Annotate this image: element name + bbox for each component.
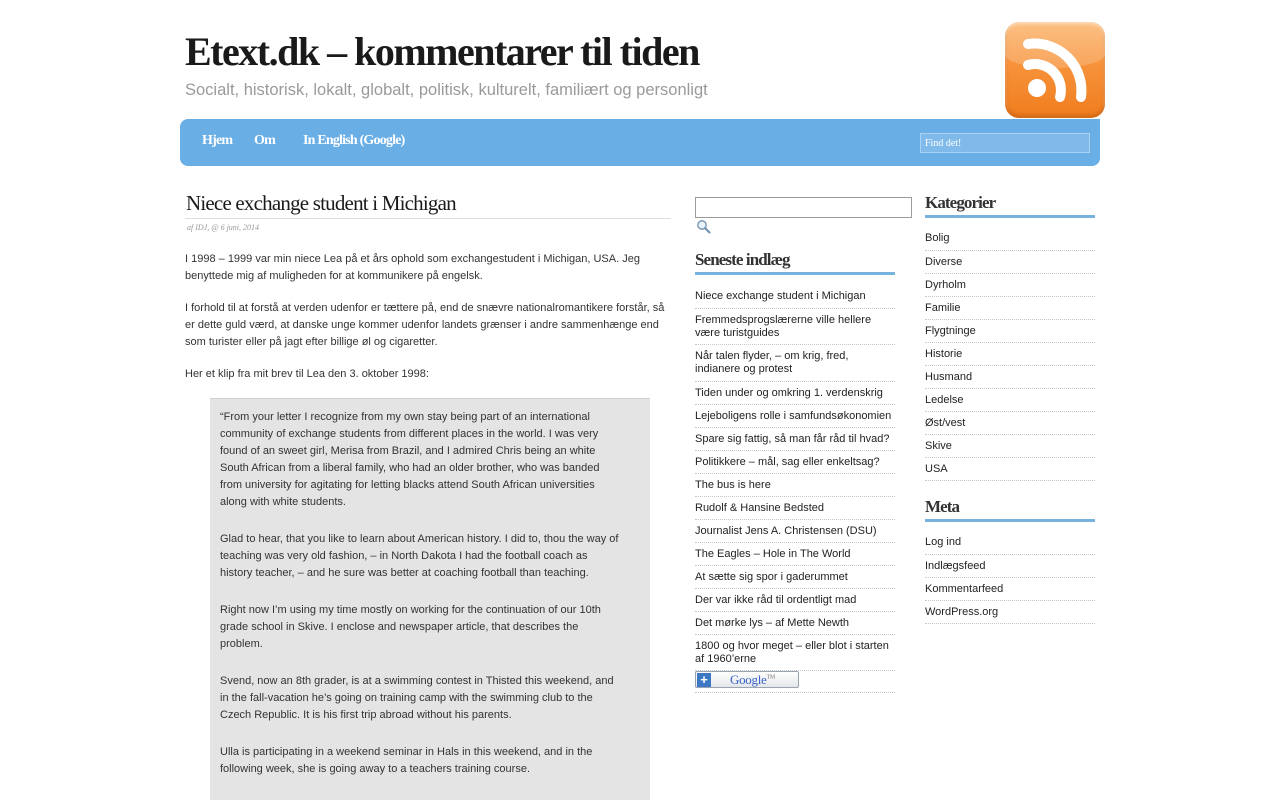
recent-post-link[interactable]: Når talen flyder, – om krig, fred, indianere og protest <box>695 345 895 382</box>
magnifier-icon[interactable] <box>696 219 711 234</box>
meta-link[interactable]: Indlægsfeed <box>925 555 1095 578</box>
quote-paragraph: Svend, now an 8th grader, is at a swimming contest in Thisted this weekend, and in the fall-vacation he’s going on training camp with the swimming club to the Czech Republic. It is his first trip abroad without his parents. <box>220 675 614 721</box>
recent-post-link[interactable]: Det mørke lys – af Mette Newth <box>695 612 895 635</box>
post-paragraph: Her et klip fra mit brev til Lea den 3. oktober 1998: <box>185 368 429 380</box>
recent-post-link[interactable]: Lejeboligens rolle i samfundsøkonomien <box>695 405 895 428</box>
post-paragraph: I forhold til at forstå at verden udenfor er tættere på, end de snævre nationalromantikere forstår, så er dette guld værd, at danske unge kommer udenfor landets grænser i andre sammenhænge end som turister eller på jagt efter billige øl og cigaretter. <box>185 302 665 348</box>
meta-link[interactable]: WordPress.org <box>925 601 1095 624</box>
meta-link[interactable]: Log ind <box>925 532 1095 555</box>
category-link[interactable]: Husmand <box>925 366 1095 389</box>
category-link[interactable]: Historie <box>925 343 1095 366</box>
site-title[interactable]: Etext.dk – kommentarer til tiden <box>185 29 699 74</box>
recent-post-link[interactable]: Spare sig fattig, så man får råd til hvad? <box>695 428 895 451</box>
category-link[interactable]: Diverse <box>925 251 1095 274</box>
plus-icon: + <box>697 673 711 687</box>
quote-paragraph: Right now I’m using my time mostly on working for the continuation of our 10th grade school in Skive. I enclose and newspaper article, that describes the problem. <box>220 604 601 650</box>
widget-divider <box>695 272 895 275</box>
category-link[interactable]: Familie <box>925 297 1095 320</box>
meta-link[interactable]: Kommentarfeed <box>925 578 1095 601</box>
recent-post-link[interactable]: Fremmedsprogslærerne ville hellere være turistguides <box>695 309 895 345</box>
category-link[interactable]: Ledelse <box>925 389 1095 412</box>
meta-list <box>925 532 1095 624</box>
rss-icon[interactable] <box>1005 22 1105 118</box>
quote-paragraph: Ulla is participating in a weekend seminar in Hals in this weekend, and in the following week, she is going away to a teachers training course. <box>220 746 593 775</box>
quote-paragraph: Glad to hear, that you like to learn about American history. I did to, thou the way of teaching was very old fashion, – in North Dakota I had the football coach as history teacher, – and he sure was better at coaching football than teaching. <box>220 533 619 579</box>
recent-post-link[interactable]: 1800 og hvor meget – eller blot i starten af 1960’erne <box>695 635 895 671</box>
sidebar-search-input[interactable] <box>695 197 912 218</box>
widget-divider <box>925 215 1095 218</box>
recent-post-link[interactable]: Rudolf & Hansine Bedsted <box>695 497 895 520</box>
recent-post-link[interactable]: Politikkere – mål, sag eller enkeltsag? <box>695 451 895 474</box>
category-link[interactable]: Flygtninge <box>925 320 1095 343</box>
rss-waves-icon <box>1005 22 1105 118</box>
post-meta: af IDJ, @ 6 juni, 2014 <box>187 223 260 232</box>
recent-post-link[interactable]: The Eagles – Hole in The World <box>695 543 895 566</box>
recent-post-link[interactable]: The bus is here <box>695 474 895 497</box>
recent-post-link[interactable]: Tiden under og omkring 1. verdenskrig <box>695 382 895 405</box>
recent-post-link[interactable]: Niece exchange student i Michigan <box>695 286 895 309</box>
nav-item-hjem[interactable]: Hjem <box>202 133 233 148</box>
post-title[interactable]: Niece exchange student i Michigan <box>186 191 456 215</box>
recent-posts-title: Seneste indlæg <box>695 250 790 269</box>
category-link[interactable]: Skive <box>925 435 1095 458</box>
category-link[interactable]: USA <box>925 458 1095 481</box>
category-link[interactable]: Øst/vest <box>925 412 1095 435</box>
nav-item-om[interactable]: Om <box>254 133 275 148</box>
categories-title: Kategorier <box>925 193 996 212</box>
site-description: Socialt, historisk, lokalt, globalt, politisk, kulturelt, familiært og personligt <box>185 81 708 99</box>
widget-divider <box>695 692 895 693</box>
title-divider <box>185 218 671 219</box>
nav-item-in-english[interactable]: In English (Google) <box>303 133 405 148</box>
meta-title: Meta <box>925 497 960 516</box>
category-link[interactable]: Bolig <box>925 228 1095 251</box>
nav-search-input[interactable] <box>920 133 1090 153</box>
recent-post-link[interactable]: Der var ikke råd til ordentligt mad <box>695 589 895 612</box>
category-link[interactable]: Dyrholm <box>925 274 1095 297</box>
blockquote <box>210 398 650 800</box>
main-navigation <box>180 119 1100 166</box>
categories-list <box>925 228 1095 481</box>
recent-post-link[interactable]: Journalist Jens A. Christensen (DSU) <box>695 520 895 543</box>
post-paragraph: I 1998 – 1999 var min niece Lea på et års ophold som exchangestudent i Michigan, USA. Jeg benyttede mig af muligheden for at kommunikere på engelsk. <box>185 253 640 282</box>
add-to-google-button[interactable] <box>695 671 799 688</box>
widget-divider <box>925 519 1095 522</box>
google-logo: Google™ <box>730 672 775 687</box>
recent-post-link[interactable]: At sætte sig spor i gaderummet <box>695 566 895 589</box>
recent-posts-list <box>695 286 895 671</box>
quote-paragraph: “From your letter I recognize from my own stay being part of an international community of exchange students from different places in the world. I was very found of an sweet girl, Merisa from Brazil, and I admired Chris being an white South African from a liberal family, who had an older brother, who was banded from university for agitating for letting blacks attend South African universities along with white students. <box>220 411 600 508</box>
